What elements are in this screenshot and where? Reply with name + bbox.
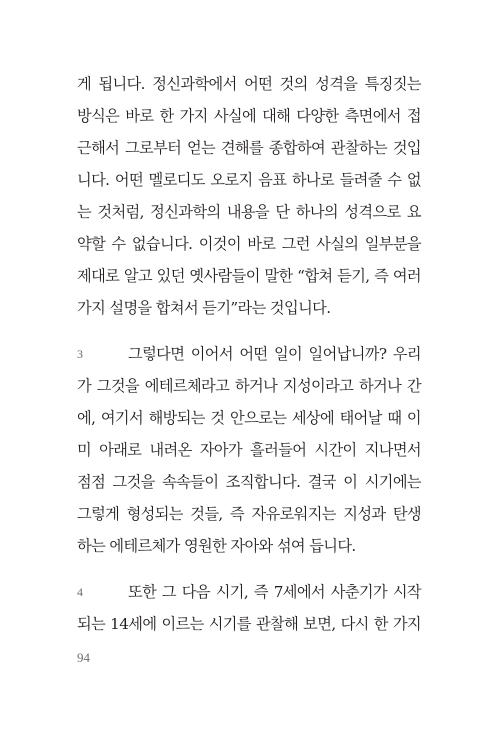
text-line: 그렇게 형성되는 것들, 즉 자유로워지는 지성과 탄생 — [77, 505, 421, 523]
text-line: 게 됩니다. 정신과학에서 어떤 것의 성격을 특징짓는 — [77, 75, 421, 93]
text-line: 미 아래로 내려온 자아가 흘러들어 시간이 지나면서 — [77, 441, 421, 459]
text-line: 그렇다면 이어서 어떤 일이 일어납니까? 우리 — [128, 345, 421, 363]
page-number: 94 — [77, 650, 90, 665]
paragraph-number: 4 — [77, 585, 83, 599]
text-line: 에, 여기서 해방되는 것 안으로는 세상에 태어날 때 이 — [77, 409, 421, 427]
text-line: 약할 수 없습니다. 이것이 바로 그런 사실의 일부분을 — [77, 235, 421, 253]
text-line: 가지 설명을 합쳐서 듣기”라는 것입니다. — [77, 299, 331, 317]
text-line: 는 것처럼, 정신과학의 내용을 단 하나의 성격으로 요 — [77, 203, 421, 221]
text-line: 제대로 알고 있던 옛사람들이 말한 “합쳐 듣기, 즉 여러 — [77, 267, 421, 285]
text-line: 하는 에테르체가 영원한 자아와 섞여 듭니다. — [77, 537, 356, 555]
text-line: 되는 14세에 이르는 시기를 관찰해 보면, 다시 한 가지 — [77, 615, 421, 633]
text-line: 방식은 바로 한 가지 사실에 대해 다양한 측면에서 접 — [77, 107, 421, 125]
text-line: 점점 그것을 속속들이 조직합니다. 결국 이 시기에는 — [77, 473, 421, 491]
text-line: 또한 그 다음 시기, 즉 7세에서 사춘기가 시작 — [128, 583, 421, 601]
text-line: 근해서 그로부터 얻는 견해를 종합하여 관찰하는 것입 — [77, 139, 421, 157]
text-line: 니다. 어떤 멜로디도 오로지 음표 하나로 들려줄 수 없 — [77, 171, 421, 189]
paragraph-number: 3 — [77, 347, 83, 361]
text-line: 가 그것을 에테르체라고 하거나 지성이라고 하거나 간 — [77, 377, 421, 395]
